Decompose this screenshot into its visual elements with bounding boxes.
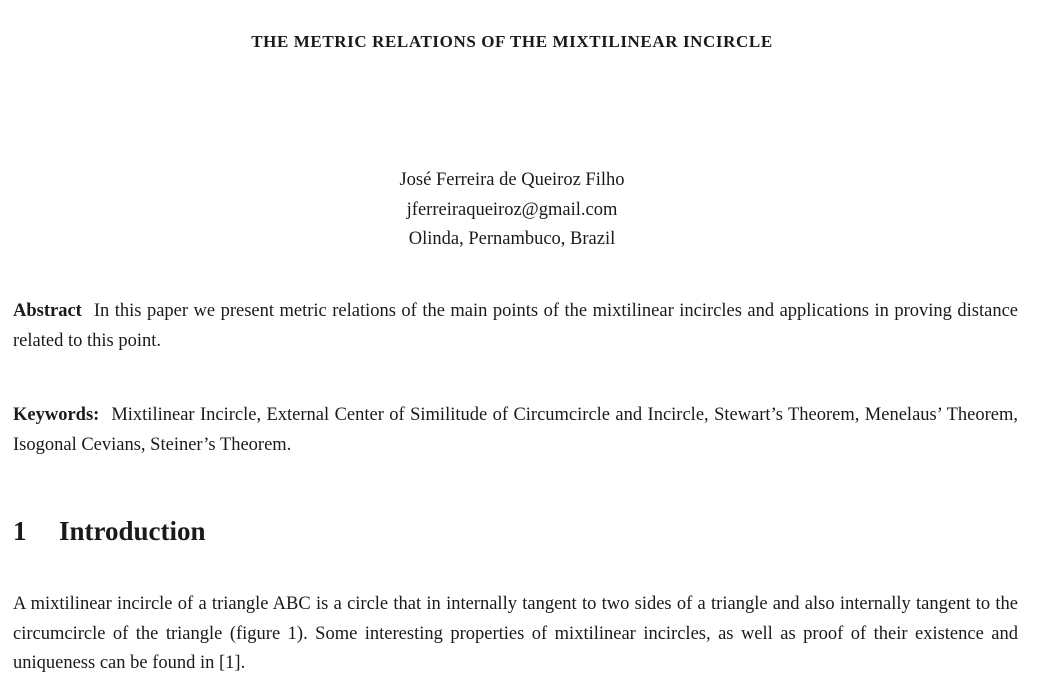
section-number: 1 (13, 516, 27, 546)
author-email: jferreiraqueiroz@gmail.com (406, 199, 618, 220)
paper-title: THE METRIC RELATIONS OF THE MIXTILINEAR INCIRCLE (251, 32, 773, 51)
abstract (13, 297, 1018, 356)
keywords-label: Keywords: (13, 405, 100, 425)
abstract-label: Abstract (13, 301, 82, 321)
author-name: José Ferreira de Queiroz Filho (399, 170, 625, 190)
keywords-text: Mixtilinear Incircle, External Center of Similitude of Circumcircle and Incircle, Stewart’s Theorem, Menelaus’ Theorem, Isogonal Cevians, Steiner’s Theorem. (13, 405, 1018, 455)
section-title: Introduction (59, 516, 206, 546)
author-location: Olinda, Pernambuco, Brazil (408, 229, 616, 249)
author-block (0, 166, 1024, 255)
introduction-paragraph: A mixtilinear incircle of a triangle ABC is a circle that in internally tangent to two sides of a triangle and also internally tangent to the circumcircle of the triangle (figure 1). Some interesting properties of mixtilinear incircles, as well as proof of their existence and uniqueness can be found in [1]. (13, 594, 1018, 673)
abstract-text: In this paper we present metric relations of the main points of the mixtilinear incircles and applications in proving distance related to this point. (13, 301, 1018, 351)
keywords (13, 401, 1018, 460)
section-heading-introduction (13, 516, 206, 547)
